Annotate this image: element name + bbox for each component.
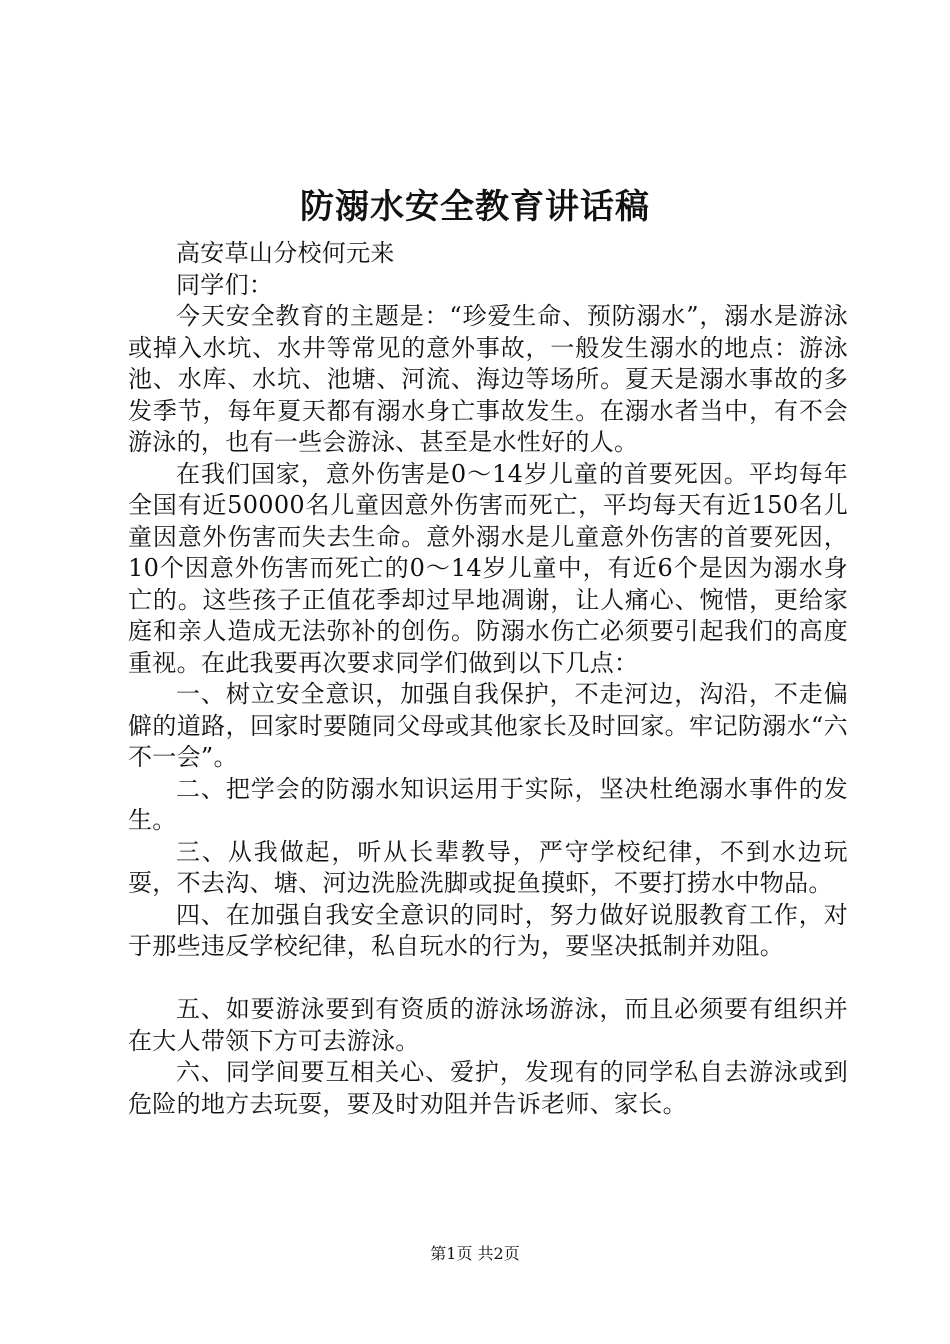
page-number: 第1页 共2页 bbox=[430, 1244, 520, 1263]
rule-item-1: 一、树立安全意识，加强自我保护，不走河边，沟沿，不走偏僻的道路，回家时要随同父母或其他家长及时回家。牢记防溺水“六不一会”。 bbox=[128, 680, 848, 771]
author-line: 高安草山分校何元来 bbox=[176, 239, 395, 267]
paragraph-intro: 今天安全教育的主题是：“珍爱生命、预防溺水”，溺水是游泳或掉入水坑、水井等常见的意外事故，一般发生溺水的地点：游泳池、水库、水坑、池塘、河流、海边等场所。夏天是溺水事故的多发季节，每年夏天都有溺水身亡事故发生。在溺水者当中，有不会游泳的，也有一些会游泳、甚至是水性好的人。 bbox=[128, 302, 848, 456]
paragraph-statistics: 在我们国家，意外伤害是0～14岁儿童的首要死因。平均每年全国有近50000名儿童因意外伤害而死亡，平均每天有近150名儿童因意外伤害而失去生命。意外溺水是儿童意外伤害的首要死因，10个因意外伤害而死亡的0～14岁儿童中，有近6个是因为溺水身亡的。这些孩子正值花季却过早地凋谢，让人痛心、惋惜，更给家庭和亲人造成无法弥补的创伤。防溺水伤亡必须要引起我们的高度重视。在此我要再次要求同学们做到以下几点： bbox=[128, 459, 848, 677]
rule-item-2: 二、把学会的防溺水知识运用于实际，坚决杜绝溺水事件的发生。 bbox=[128, 774, 848, 834]
document-title: 防溺水安全教育讲话稿 bbox=[300, 187, 650, 227]
rule-item-6: 六、同学间要互相关心、爱护，发现有的同学私自去游泳或到危险的地方去玩耍，要及时劝阻并告诉老师、家长。 bbox=[128, 1058, 848, 1118]
greeting: 同学们： bbox=[176, 270, 274, 299]
rule-item-5: 五、如要游泳要到有资质的游泳场游泳，而且必须要有组织并在大人带领下方可去游泳。 bbox=[128, 995, 848, 1055]
rule-item-3: 三、从我做起，听从长辈教导，严守学校纪律，不到水边玩耍，不去沟、塘、河边洗脸洗脚或捉鱼摸虾，不要打捞水中物品。 bbox=[128, 837, 848, 897]
rule-item-4: 四、在加强自我安全意识的同时，努力做好说服教育工作，对于那些违反学校纪律，私自玩水的行为，要坚决抵制并劝阻。 bbox=[128, 900, 848, 960]
document-body bbox=[128, 238, 848, 1120]
